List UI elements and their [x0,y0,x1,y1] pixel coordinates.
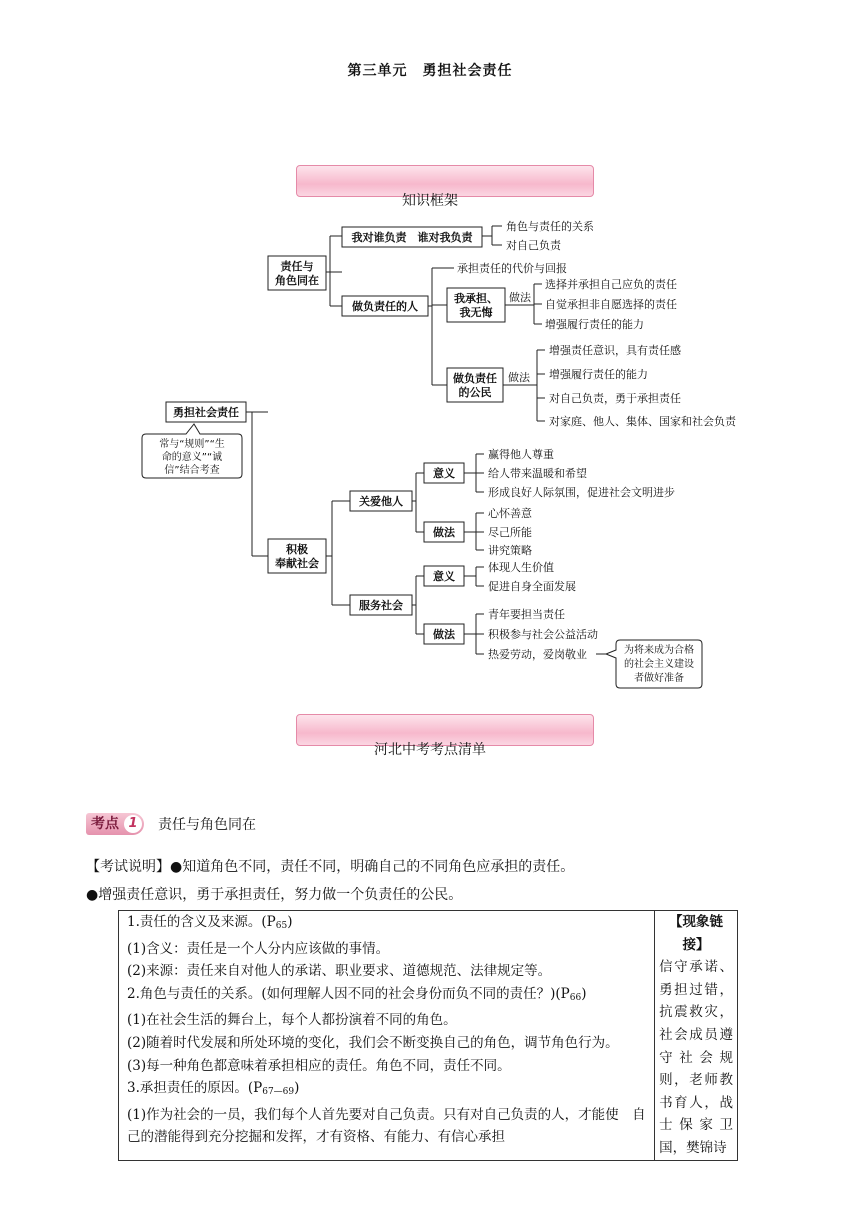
mindmap-b1-2-b-tag: 做法 [508,371,530,384]
kaodian-number: 1 [124,815,142,833]
mindmap-leaf: 角色与责任的关系 [506,220,594,233]
mindmap-b1-2-b-line1: 做负责任 [453,372,497,385]
mindmap-leaf: 体现人生价值 [488,561,554,574]
banner-label-exam-points: 河北中考考点清单 [374,742,486,758]
end-note-line3: 者做好准备 [634,673,684,684]
mindmap-leaf: 讲究策略 [488,544,532,557]
root-note-line3: 信”结合考查 [164,465,220,476]
mindmap-leaf: 赢得他人尊重 [488,448,554,461]
root-note-line1: 常与“规则”“生 [159,439,225,450]
mindmap-b2-2-b: 做法 [433,628,455,641]
kaodian-badge: 考点 1 [86,813,144,835]
end-note-line1: 为将来成为合格 [624,645,694,656]
side-cell [655,911,738,1161]
text-line: (1)作为社会的一员，我们每个人首先要对自己负责。只有对自己负责的人，才能使 自己的潜能得到充分挖掘和发挥，才有资格、有能力、有信心承担 [127,1106,646,1146]
mindmap-b1-1: 我对谁负责 谁对我负责 [351,231,473,244]
heading-2: 2.角色与责任的关系。(如何理解人因不同的社会身份而负不同的责任？)$(P_{66})$ [127,985,587,1003]
root-note-line2: 命的意义”“诚 [161,452,223,463]
exam-requirement-line2: ●增强责任意识，勇于承担责任，努力做一个负责任的公民。 [86,887,463,903]
mindmap-b2-line2: 奉献社会 [275,557,319,570]
content-table [118,910,738,1161]
side-heading: 【现象链接】 [669,914,724,953]
mindmap-b2-1-a: 意义 [433,467,455,480]
banner-label-framework: 知识框架 [402,193,458,209]
side-text: 信守承诺、勇担过错，抗震救灾，社会成员遵守社会规则，老师教书育人，战士保家卫国，樊锦诗 [659,959,733,1156]
mindmap-b1-line1: 责任与 [280,260,314,273]
mindmap-b2-line1: 积极 [286,543,308,556]
content-cell [119,911,655,1161]
mindmap-b2-2: 服务社会 [359,599,403,612]
mindmap-leaf: 承担责任的代价与回报 [457,262,567,275]
end-note-line2: 的社会主义建设 [624,659,694,670]
text-line: (3)每一种角色都意味着承担相应的责任。角色不同，责任不同。 [127,1057,511,1074]
text-line: (2)随着时代发展和所处环境的变化，我们会不断变换自己的角色，调节角色行为。 [127,1034,619,1051]
text-line: (2)来源：责任来自对他人的承诺、职业要求、道德规范、法律规定等。 [127,963,552,980]
mindmap-root: 勇担社会责任 [173,406,239,419]
mindmap-leaf: 青年要担当责任 [488,608,565,621]
mindmap-b1-2-a-line1: 我承担、 [454,292,498,305]
mindmap-leaf: 增强履行责任的能力 [545,318,644,331]
mindmap-leaf: 给人带来温暖和希望 [488,467,587,480]
mindmap-leaf: 对自己负责 [506,239,561,252]
unit-title: 第三单元 勇担社会责任 [347,63,513,79]
kaodian-title: 责任与角色同在 [158,817,256,833]
heading-1: 1.责任的含义及来源。$(P_{65})$ [127,914,293,931]
mindmap-leaf: 选择并承担自己应负的责任 [545,278,677,291]
mindmap-leaf: 对家庭、他人、集体、国家和社会负责 [549,415,736,428]
mindmap-leaf: 积极参与社会公益活动 [488,628,598,641]
mindmap-leaf: 自觉承担非自愿选择的责任 [545,298,677,311]
mindmap-b1-line2: 角色同在 [275,274,319,287]
mindmap-leaf: 增强责任意识，具有责任感 [549,344,681,357]
mindmap-b1-2-a-tag: 做法 [509,291,531,304]
mindmap-b2-1-b: 做法 [433,526,455,539]
mindmap-leaf: 尽己所能 [488,526,532,539]
exam-requirement-line1: 【考试说明】●知道角色不同，责任不同，明确自己的不同角色应承担的责任。 [86,859,575,875]
mindmap-b1-2: 做负责任的人 [352,300,418,313]
mindmap-leaf: 增强履行责任的能力 [549,368,648,381]
kaodian-header [86,813,256,835]
mindmap-b1-2-a-line2: 我无悔 [459,306,493,319]
mindmap-leaf: 促进自身全面发展 [488,580,576,593]
mindmap-leaf: 心怀善意 [488,507,532,520]
mindmap-b2-2-a: 意义 [433,570,455,583]
text-line: (1)含义：责任是一个人分内应该做的事情。 [127,940,390,957]
mindmap-leaf: 形成良好人际氛围，促进社会文明进步 [488,486,675,499]
mindmap-b1-2-b-line2: 的公民 [458,386,492,399]
heading-3: 3.承担责任的原因。$(P_{67—69})$ [127,1080,300,1098]
text-line: (1)在社会生活的舞台上，每个人都扮演着不同的角色。 [127,1012,457,1029]
mindmap-leaf: 热爱劳动，爱岗敬业 [488,648,587,661]
knowledge-mindmap [0,200,860,700]
mindmap-leaf: 对自己负责，勇于承担责任 [549,392,681,405]
mindmap-b2-1: 关爱他人 [359,495,403,508]
